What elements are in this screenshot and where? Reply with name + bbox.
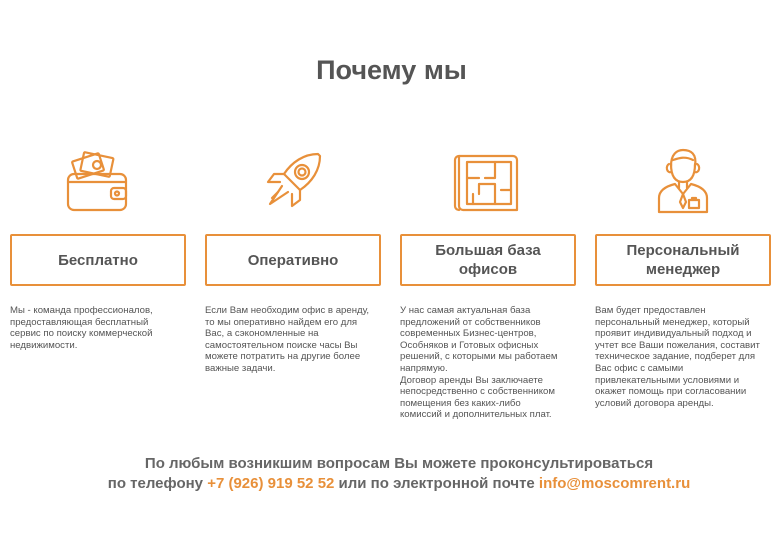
- feature-title-free: Бесплатно: [10, 234, 186, 286]
- feature-title-manager: Персональный менеджер: [595, 234, 771, 286]
- feature-description-free: Мы - команда профессионалов, предоставляющая бесплатный сервис по поиску коммерческой недвижимости.: [10, 305, 153, 351]
- section-title: Почему мы: [316, 55, 467, 85]
- footer-phone-prefix: по телефону: [107, 475, 208, 492]
- feature-title-fast: Оперативно: [205, 234, 381, 286]
- footer-line-1: По любым возникшим вопросам Вы можете проконсультироваться: [144, 455, 654, 472]
- feature-fast: [205, 140, 381, 375]
- feature-database: [400, 140, 576, 421]
- footer-line-2: [0, 474, 783, 494]
- feature-free: [10, 140, 186, 351]
- phone-link[interactable]: +7 (926) 919 52 52: [207, 475, 335, 492]
- feature-description-database: У нас самая актуальная база предложений от собственников современных Бизнес-центров, Особняков и Готовых офисных решений, с которыми мы работаем напрямую. Договор аренды Вы заключаете непосредственно с собственником помещения без каких-либо комиссий и дополнительных плат.: [400, 305, 558, 421]
- feature-description-fast: Если Вам необходим офис в аренду, то мы оперативно найдем его для Вас, а сэкономленные на самостоятельном поиске часы Вы можете потратить на другие более важные задачи.: [205, 305, 370, 374]
- footer-email-prefix: или по электронной почте: [334, 475, 539, 492]
- feature-title-database: Большая база офисов: [400, 234, 576, 286]
- email-link[interactable]: info@moscomrent.ru: [538, 475, 691, 492]
- floor-plan-icon: [453, 148, 523, 214]
- feature-manager: [595, 140, 771, 409]
- wallet-icon: [65, 148, 131, 214]
- contact-footer: [0, 454, 783, 494]
- manager-icon: [655, 146, 711, 214]
- rocket-icon: [260, 148, 326, 214]
- feature-description-manager: Вам будет предоставлен персональный менеджер, который проявит индивидуальный подход и учтет все Ваши пожелания, составит техническое задание, подберет для Вас офис с самыми привлекательными условиями и окажет помощь при согласовании условий договора аренды.: [595, 305, 760, 409]
